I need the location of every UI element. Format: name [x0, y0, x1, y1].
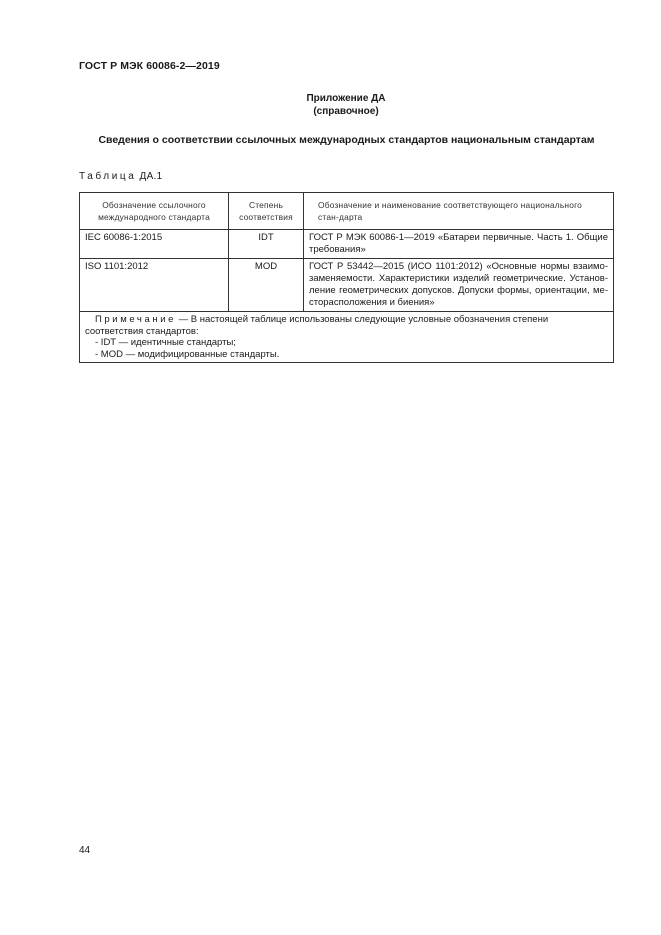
cell-degree: IDT — [229, 230, 304, 259]
header-national-standard: Обозначение и наименование соответствующего национального стан-дарта — [304, 193, 614, 230]
annex-heading — [0, 92, 661, 118]
table-note — [80, 312, 614, 363]
table-label-prefix: Таблица — [79, 171, 137, 182]
header-degree-of-correspondence: Степень соответствия — [229, 193, 304, 230]
note-item-idt: - IDT — идентичные стандарты; — [95, 337, 236, 349]
document-header: ГОСТ Р МЭК 60086-2—2019 — [79, 60, 220, 72]
annex-title: Приложение ДА — [306, 93, 386, 104]
note-intro — [85, 314, 608, 337]
annex-subtitle: (справочное) — [313, 106, 379, 117]
correspondence-table — [79, 192, 614, 363]
cell-standard: IEC 60086-1:2015 — [80, 230, 229, 259]
cell-standard: ISO 1101:2012 — [80, 259, 229, 312]
table-note-row — [80, 312, 614, 363]
note-text: — В настоящей таблице использованы следующие условные обозначения степени соответствия стандартов: — [85, 314, 549, 337]
section-title: Сведения о соответствии ссылочных международных стандартов национальным стандартам — [98, 134, 595, 146]
cell-national: ГОСТ Р 53442—2015 (ИСО 1101:2012) «Основные нормы взаимо-заменяемости. Характеристики изделий геометрические. Установ-ление геометрических допусков. Допуски формы, ориентации, ме-сторасположения и биения» — [304, 259, 614, 312]
note-label: Примечание — [95, 314, 176, 325]
cell-degree: MOD — [229, 259, 304, 312]
page-number: 44 — [79, 845, 91, 856]
header-international-standard: Обозначение ссылочного международного стандарта — [80, 193, 229, 230]
table-label — [79, 171, 163, 182]
table-row — [80, 230, 614, 259]
cell-national: ГОСТ Р МЭК 60086-1—2019 «Батареи первичные. Часть 1. Общие требования» — [304, 230, 614, 259]
table-label-number: ДА.1 — [139, 171, 163, 182]
table-header-row — [80, 193, 614, 230]
note-item-mod: - MOD — модифицированные стандарты. — [95, 348, 280, 360]
table-row — [80, 259, 614, 312]
